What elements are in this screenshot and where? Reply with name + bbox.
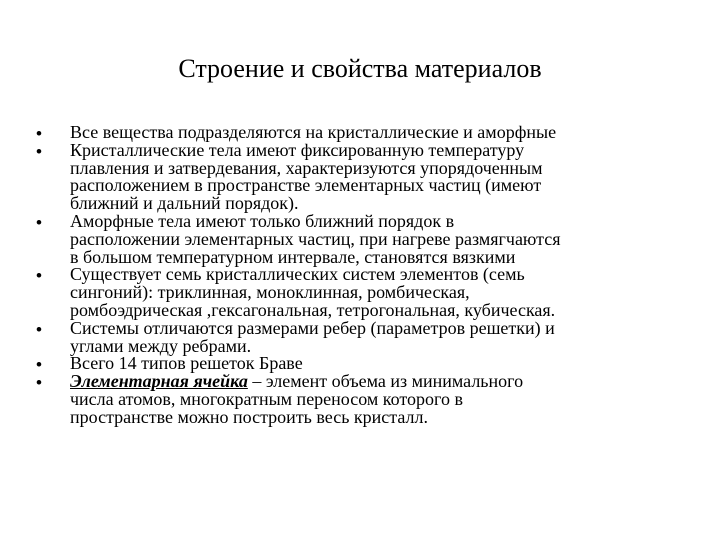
bullet-marker: • [36,373,42,393]
bullet-text-line: ромбоэдрическая ,гексагональная, тетрогональная, кубическая. [70,299,556,320]
bullet-text-line: Все вещества подразделяются на кристаллические и аморфные [70,122,557,142]
bullet-marker: • [36,355,42,375]
bullet-item [36,266,696,319]
bullet-marker: • [36,266,42,286]
bullet-marker: • [36,319,42,339]
bullet-text-line: Существует семь кристаллических систем элементов (семь [70,264,525,285]
bullet-item [36,373,696,426]
bullet-text-line: расположением в пространстве элементарных частиц (имеют [70,175,542,196]
bullet-marker: • [36,212,42,232]
term-elementary-cell: Элементарная ячейка [70,371,248,392]
slide-title: Строение и свойства материалов [178,54,542,83]
bullet-text-line: Системы отличаются размерами ребер (параметров решетки) и [70,317,555,338]
bullet-text-line: в большом температурном интервале, становятся вязкими [70,246,516,267]
bullet-text-line: числа атомов, многократным переносом которого в [70,388,463,409]
definition-text: – элемент объема из минимального [247,371,524,392]
bullet-text-line: плавления и затвердевания, характеризуются упорядоченным [70,157,543,178]
bullet-text-line: углами между ребрами. [70,335,252,356]
bullet-list [36,124,696,427]
bullet-item [36,139,696,214]
bullet-marker: • [36,141,42,161]
bullet-item [36,210,696,267]
bullet-text-line: ближний и дальний порядок). [70,193,299,214]
bullet-marker: • [36,124,42,143]
bullet-text-line: сингоний): триклинная, моноклинная, ромбическая, [70,282,470,303]
bullet-text-line: пространстве можно построить весь кристалл. [70,406,428,427]
bullet-item [36,317,696,356]
bullet-text-line: Всего 14 типов решеток Браве [70,353,303,374]
bullet-text-line: Аморфные тела имеют только ближний порядок в [70,210,455,231]
bullet-text-line: расположении элементарных частиц, при нагреве размягчаются [70,228,561,249]
bullet-text-line: Кристаллические тела имеют фиксированную температуру [70,139,525,160]
